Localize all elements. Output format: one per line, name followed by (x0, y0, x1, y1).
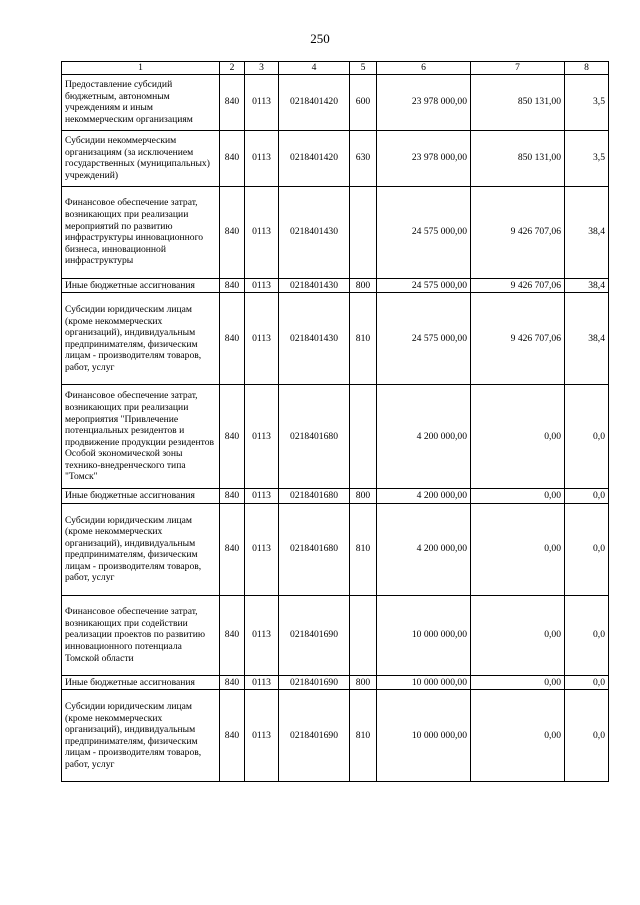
cell-percent: 0,0 (565, 595, 609, 675)
cell-expense-type (350, 186, 377, 278)
cell-ministry-code: 840 (220, 385, 245, 489)
cell-executed-amount: 0,00 (471, 690, 565, 782)
cell-section-code: 0113 (245, 503, 279, 595)
cell-executed-amount: 0,00 (471, 675, 565, 690)
cell-percent: 0,0 (565, 385, 609, 489)
column-header: 5 (350, 62, 377, 75)
cell-section-code: 0113 (245, 675, 279, 690)
column-header: 6 (377, 62, 471, 75)
cell-planned-amount: 24 575 000,00 (377, 278, 471, 293)
cell-target-code: 0218401690 (279, 675, 350, 690)
row-name: Иные бюджетные ассигнования (62, 489, 220, 504)
cell-ministry-code: 840 (220, 278, 245, 293)
cell-target-code: 0218401680 (279, 503, 350, 595)
table-row (62, 503, 609, 595)
cell-target-code: 0218401690 (279, 690, 350, 782)
column-header: 1 (62, 62, 220, 75)
cell-target-code: 0218401680 (279, 385, 350, 489)
cell-expense-type: 630 (350, 130, 377, 186)
cell-executed-amount: 9 426 707,06 (471, 278, 565, 293)
cell-expense-type: 810 (350, 690, 377, 782)
row-name: Субсидии юридическим лицам (кроме некоммерческих организаций), индивидуальным предпринимателям, физическим лицам - производителям товаров, работ, услуг (62, 503, 220, 595)
cell-percent: 38,4 (565, 186, 609, 278)
cell-section-code: 0113 (245, 74, 279, 130)
cell-percent: 0,0 (565, 675, 609, 690)
table-row (62, 690, 609, 782)
cell-ministry-code: 840 (220, 675, 245, 690)
cell-ministry-code: 840 (220, 690, 245, 782)
cell-executed-amount: 0,00 (471, 503, 565, 595)
cell-percent: 38,4 (565, 278, 609, 293)
cell-ministry-code: 840 (220, 489, 245, 504)
cell-planned-amount: 10 000 000,00 (377, 675, 471, 690)
table-row (62, 186, 609, 278)
cell-expense-type (350, 385, 377, 489)
cell-executed-amount: 0,00 (471, 385, 565, 489)
cell-expense-type: 600 (350, 74, 377, 130)
cell-percent: 0,0 (565, 503, 609, 595)
cell-target-code: 0218401430 (279, 186, 350, 278)
table-row (62, 74, 609, 130)
cell-executed-amount: 9 426 707,06 (471, 293, 565, 385)
cell-percent: 38,4 (565, 293, 609, 385)
row-name: Предоставление субсидий бюджетным, автономным учреждениям и иным некоммерческим организациям (62, 74, 220, 130)
cell-expense-type: 810 (350, 293, 377, 385)
cell-executed-amount: 9 426 707,06 (471, 186, 565, 278)
cell-section-code: 0113 (245, 130, 279, 186)
row-name: Субсидии юридическим лицам (кроме некоммерческих организаций), индивидуальным предпринимателям, физическим лицам - производителям товаров, работ, услуг (62, 293, 220, 385)
cell-executed-amount: 0,00 (471, 595, 565, 675)
column-header: 3 (245, 62, 279, 75)
cell-planned-amount: 23 978 000,00 (377, 130, 471, 186)
cell-section-code: 0113 (245, 293, 279, 385)
table-row (62, 489, 609, 504)
column-header: 2 (220, 62, 245, 75)
cell-percent: 3,5 (565, 74, 609, 130)
cell-planned-amount: 23 978 000,00 (377, 74, 471, 130)
cell-planned-amount: 24 575 000,00 (377, 186, 471, 278)
column-header: 7 (471, 62, 565, 75)
cell-percent: 3,5 (565, 130, 609, 186)
cell-planned-amount: 24 575 000,00 (377, 293, 471, 385)
row-name: Субсидии некоммерческим организациям (за исключением государственных (муниципальных) учреждений) (62, 130, 220, 186)
cell-target-code: 0218401690 (279, 595, 350, 675)
cell-ministry-code: 840 (220, 130, 245, 186)
cell-section-code: 0113 (245, 489, 279, 504)
cell-expense-type (350, 595, 377, 675)
cell-section-code: 0113 (245, 186, 279, 278)
cell-section-code: 0113 (245, 690, 279, 782)
cell-target-code: 0218401430 (279, 278, 350, 293)
cell-ministry-code: 840 (220, 186, 245, 278)
budget-table (61, 61, 609, 782)
cell-planned-amount: 4 200 000,00 (377, 489, 471, 504)
cell-executed-amount: 850 131,00 (471, 74, 565, 130)
row-name: Иные бюджетные ассигнования (62, 278, 220, 293)
cell-target-code: 0218401430 (279, 293, 350, 385)
table-row (62, 130, 609, 186)
cell-target-code: 0218401420 (279, 130, 350, 186)
table-row (62, 278, 609, 293)
row-name: Иные бюджетные ассигнования (62, 675, 220, 690)
column-header: 8 (565, 62, 609, 75)
table-header-row (62, 62, 609, 75)
cell-ministry-code: 840 (220, 503, 245, 595)
cell-percent: 0,0 (565, 489, 609, 504)
table-row (62, 385, 609, 489)
row-name: Финансовое обеспечение затрат, возникающих при реализации мероприятий по развитию инфраструктуры инновационного бизнеса, инновационной инфраструктуры (62, 186, 220, 278)
cell-ministry-code: 840 (220, 74, 245, 130)
cell-expense-type: 800 (350, 278, 377, 293)
table-row (62, 595, 609, 675)
table-row (62, 675, 609, 690)
cell-expense-type: 800 (350, 489, 377, 504)
table-row (62, 293, 609, 385)
cell-section-code: 0113 (245, 595, 279, 675)
cell-expense-type: 800 (350, 675, 377, 690)
row-name: Финансовое обеспечение затрат, возникающих при содействии реализации проектов по развитию инновационного потенциала Томской области (62, 595, 220, 675)
cell-planned-amount: 10 000 000,00 (377, 595, 471, 675)
row-name: Субсидии юридическим лицам (кроме некоммерческих организаций), индивидуальным предпринимателям, физическим лицам - производителям товаров, работ, услуг (62, 690, 220, 782)
cell-percent: 0,0 (565, 690, 609, 782)
cell-planned-amount: 4 200 000,00 (377, 385, 471, 489)
row-name: Финансовое обеспечение затрат, возникающих при реализации мероприятия "Привлечение потенциальных резидентов и продвижение продукции резидентов Особой экономической зоны технико-внедренческого типа "Томск" (62, 385, 220, 489)
column-header: 4 (279, 62, 350, 75)
cell-target-code: 0218401680 (279, 489, 350, 504)
cell-executed-amount: 850 131,00 (471, 130, 565, 186)
cell-planned-amount: 4 200 000,00 (377, 503, 471, 595)
cell-section-code: 0113 (245, 278, 279, 293)
cell-target-code: 0218401420 (279, 74, 350, 130)
page-number: 250 (310, 31, 330, 46)
cell-planned-amount: 10 000 000,00 (377, 690, 471, 782)
cell-expense-type: 810 (350, 503, 377, 595)
cell-ministry-code: 840 (220, 293, 245, 385)
cell-section-code: 0113 (245, 385, 279, 489)
cell-executed-amount: 0,00 (471, 489, 565, 504)
cell-ministry-code: 840 (220, 595, 245, 675)
